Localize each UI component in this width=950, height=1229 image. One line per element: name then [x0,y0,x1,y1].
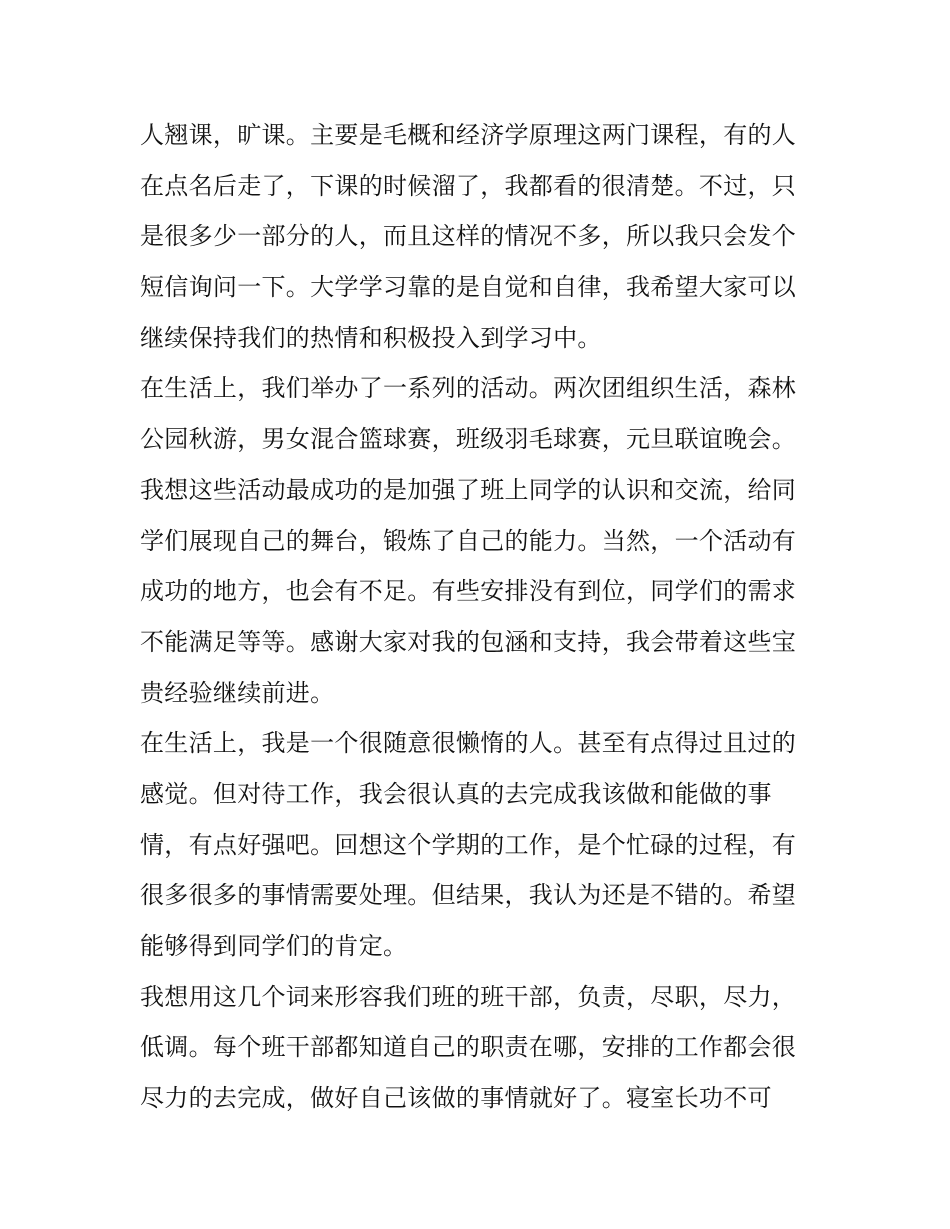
text-line: 在生活上，我们举办了一系列的活动。两次团组织生活，森林 [140,374,797,403]
text-line: 公园秋游，男女混合篮球赛，班级羽毛球赛，元旦联谊晚会。 [140,425,797,454]
text-line: 我想这些活动最成功的是加强了班上同学的认识和交流，给同 [140,475,797,504]
text-line: 不能满足等等。感谢大家对我的包涵和支持，我会带着这些宝 [140,627,797,656]
text-line: 情，有点好强吧。回想这个学期的工作，是个忙碌的过程，有 [140,830,797,859]
text-line: 学们展现自己的舞台，锻炼了自己的能力。当然，一个活动有 [140,526,797,555]
text-line: 很多很多的事情需要处理。但结果，我认为还是不错的。希望 [140,881,797,910]
text-line: 在生活上，我是一个很随意很懒惰的人。甚至有点得过且过的 [140,729,797,758]
text-line: 是很多少一部分的人，而且这样的情况不多，所以我只会发个 [140,222,797,251]
text-line: 尽力的去完成，做好自己该做的事情就好了。寝室长功不可 [140,1084,772,1113]
text-line: 感觉。但对待工作，我会很认真的去完成我该做和能做的事 [140,779,772,808]
text-line: 能够得到同学们的肯定。 [140,932,408,960]
document-body [140,110,820,1124]
text-line: 继续保持我们的热情和积极投入到学习中。 [140,323,602,352]
text-line: 成功的地方，也会有不足。有些安排没有到位，同学们的需求 [140,577,797,606]
text-line: 低调。每个班干部都知道自己的职责在哪，安排的工作都会很 [140,1033,797,1062]
text-line: 在点名后走了，下课的时候溜了，我都看的很清楚。不过，只 [140,171,797,200]
text-line: 我想用这几个词来形容我们班的班干部，负责，尽职，尽力， [140,982,797,1011]
text-line: 人翘课，旷课。主要是毛概和经济学原理这两门课程，有的人 [140,121,797,149]
text-line: 贵经验继续前进。 [140,678,335,707]
text-line: 短信询问一下。大学学习靠的是自觉和自律，我希望大家可以 [140,273,797,302]
